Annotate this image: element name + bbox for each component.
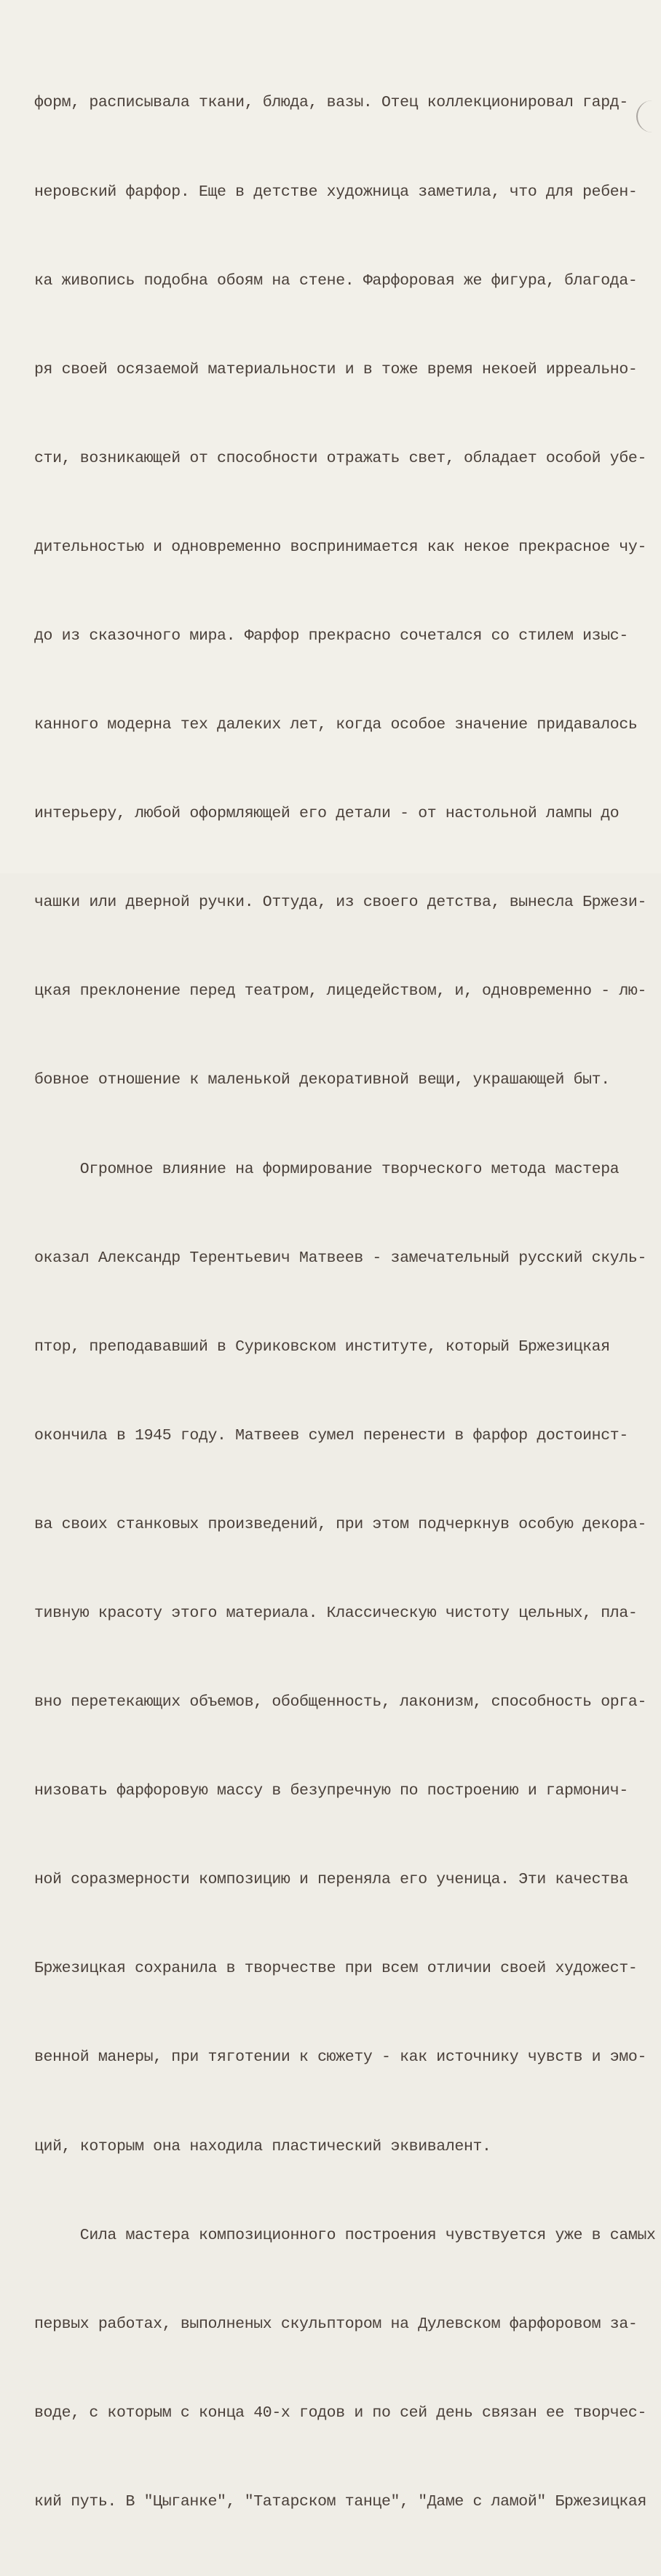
text-line: форм, расписывала ткани, блюда, вазы. Отец коллекционировал гард- bbox=[34, 94, 628, 112]
text-line: ной соразмерности композицию и переняла его ученица. Эти качества bbox=[34, 1871, 628, 1889]
text-line: Огромное влияние на формирование творческого метода мастера bbox=[34, 1160, 620, 1178]
text-line: Сила мастера композиционного построения чувствуется уже в самых bbox=[34, 2226, 656, 2244]
document-text bbox=[34, 29, 656, 2576]
text-line: венной манеры, при тяготении к сюжету - как источнику чувств и эмо- bbox=[34, 2048, 646, 2067]
text-line: бовное отношение к маленькой декоративной вещи, украшающей быт. bbox=[34, 1071, 610, 1089]
text-line: дительностью и одновременно воспринимается как некое прекрасное чу- bbox=[34, 538, 646, 556]
text-line: ва своих станковых произведений, при этом подчеркнув особую декора- bbox=[34, 1515, 646, 1533]
text-line: вно перетекающих объемов, обобщенность, лаконизм, способность орга- bbox=[34, 1693, 646, 1712]
text-line: оказал Александр Терентьевич Матвеев - замечательный русский скуль- bbox=[34, 1249, 646, 1267]
text-line: до из сказочного мира. Фарфор прекрасно сочетался со стилем изыс- bbox=[34, 627, 628, 645]
text-line: окончила в 1945 году. Матвеев сумел перенести в фарфор достоинст- bbox=[34, 1426, 628, 1444]
text-line: ка живопись подобна обоям на стене. Фарфоровая же фигура, благода- bbox=[34, 271, 638, 290]
text-line: ций, которым она находила пластический эквивалент. bbox=[34, 2137, 491, 2155]
text-line: цкая преклонение перед театром, лицедейством, и, одновременно - лю- bbox=[34, 982, 646, 1001]
text-line: тивную красоту этого материала. Классическую чистоту цельных, пла- bbox=[34, 1605, 638, 1622]
text-line: первых работах, выполненых скульптором на Дулевском фарфоровом за- bbox=[34, 2315, 638, 2333]
text-line: кий путь. В "Цыганке", "Татарском танце", "Даме с ламой" Бржезицкая bbox=[34, 2492, 646, 2511]
text-line: канного модерна тех далеких лет, когда особое значение придавалось bbox=[34, 716, 638, 734]
text-line: неровский фарфор. Еще в детстве художница заметила, что для ребен- bbox=[34, 183, 638, 201]
text-line: воде, с которым с конца 40-х годов и по сей день связан ее творчес- bbox=[34, 2404, 646, 2422]
text-line: птор, преподававший в Суриковском институте, который Бржезицкая bbox=[34, 1337, 610, 1356]
text-line: сти, возникающей от способности отражать свет, обладает особой убе- bbox=[34, 449, 646, 467]
text-line: низовать фарфоровую массу в безупречную по построению и гармонич- bbox=[34, 1782, 628, 1800]
text-line: Бржезицкая сохранила в творчестве при всем отличии своей художест- bbox=[34, 1960, 638, 1978]
text-line: чашки или дверной ручки. Оттуда, из своего детства, вынесла Бржези- bbox=[34, 894, 646, 912]
text-line: ря своей осязаемой материальности и в тоже время некоей ирреально- bbox=[34, 360, 638, 378]
text-line: интерьеру, любой оформляющей его детали - от настольной лампы до bbox=[34, 805, 620, 823]
